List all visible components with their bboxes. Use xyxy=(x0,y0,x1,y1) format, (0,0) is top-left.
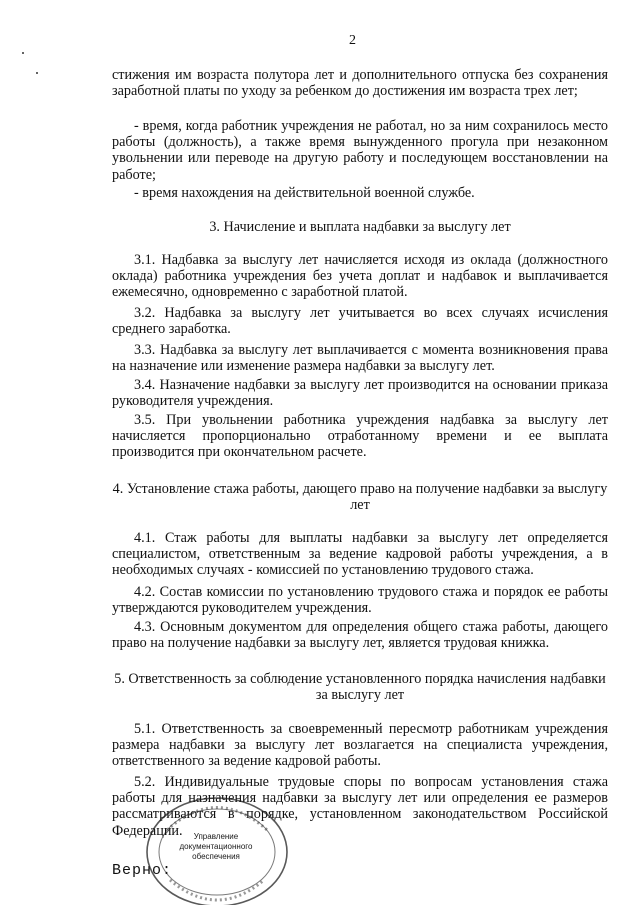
stamp-inner-text: Управление документационного обеспечения xyxy=(179,832,253,861)
paragraph-continuation: стижения им возраста полутора лет и дополнительного отпуска без сохранения заработной платы по уходу за ребенком до достижения им возраста трех лет; xyxy=(112,67,608,100)
section-5-title: 5. Ответственность за соблюдение установленного порядка начисления надбавки за выслугу лет xyxy=(114,671,606,704)
clause-5-2: 5.2. Индивидуальные трудовые споры по вопросам установления стажа работы для назначения надбавки за выслугу лет или определения ее размеров рассматриваются в порядке, установленном законодательством Российской Федерации. xyxy=(112,774,608,839)
clause-3-4: 3.4. Назначение надбавки за выслугу лет производится на основании приказа руководителя учреждения. xyxy=(112,377,608,410)
page-number: 2 xyxy=(349,33,356,48)
clause-4-1: 4.1. Стаж работы для выплаты надбавки за выслугу лет определяется специалистом, ответственным за ведение кадровой работы учреждения, а в необходимых случаях - комиссией по установлению трудового стажа. xyxy=(112,530,608,579)
clause-4-2: 4.2. Состав комиссии по установлению трудового стажа и порядок ее работы утверждаются руководителем учреждения. xyxy=(112,584,608,617)
scan-speck xyxy=(22,52,24,54)
clause-3-2: 3.2. Надбавка за выслугу лет учитывается во всех случаях исчисления среднего заработка. xyxy=(112,305,608,338)
paragraph-bullet: - время нахождения на действительной военной службе. xyxy=(134,185,475,201)
paragraph-bullet: - время, когда работник учреждения не работал, но за ним сохранилось место работы (должность), а также время вынужденного прогула при незаконном увольнении или переводе на другую работу и последующем восстановлении на работе; xyxy=(112,118,608,183)
section-3-title: 3. Начисление и выплата надбавки за выслугу лет xyxy=(209,219,511,235)
scan-speck xyxy=(36,72,38,74)
clause-3-1: 3.1. Надбавка за выслугу лет начисляется исходя из оклада (должностного оклада) работника учреждения без учета доплат и надбавок и выплачивается ежемесячно, одновременно с заработной платой. xyxy=(112,252,608,301)
clause-4-3: 4.3. Основным документом для определения общего стажа работы, дающего право на получение надбавки за выслугу лет, является трудовая книжка. xyxy=(112,619,608,652)
clause-3-5: 3.5. При увольнении работника учреждения надбавка за выслугу лет начисляется пропорционально отработанному времени и ее выплата производится при окончательном расчете. xyxy=(112,412,608,461)
clause-3-3: 3.3. Надбавка за выслугу лет выплачивается с момента возникновения права на назначение или изменение размера надбавки за выслугу лет. xyxy=(112,342,608,375)
section-4-title: 4. Установление стажа работы, дающего право на получение надбавки за выслугу лет xyxy=(112,481,608,514)
clause-5-1: 5.1. Ответственность за своевременный пересмотр работникам учреждения размера надбавки за выслугу лет возлагается на специалиста учреждения, ответственного за ведение кадровой работы. xyxy=(112,721,608,770)
verno-label: Верно: xyxy=(112,862,173,879)
